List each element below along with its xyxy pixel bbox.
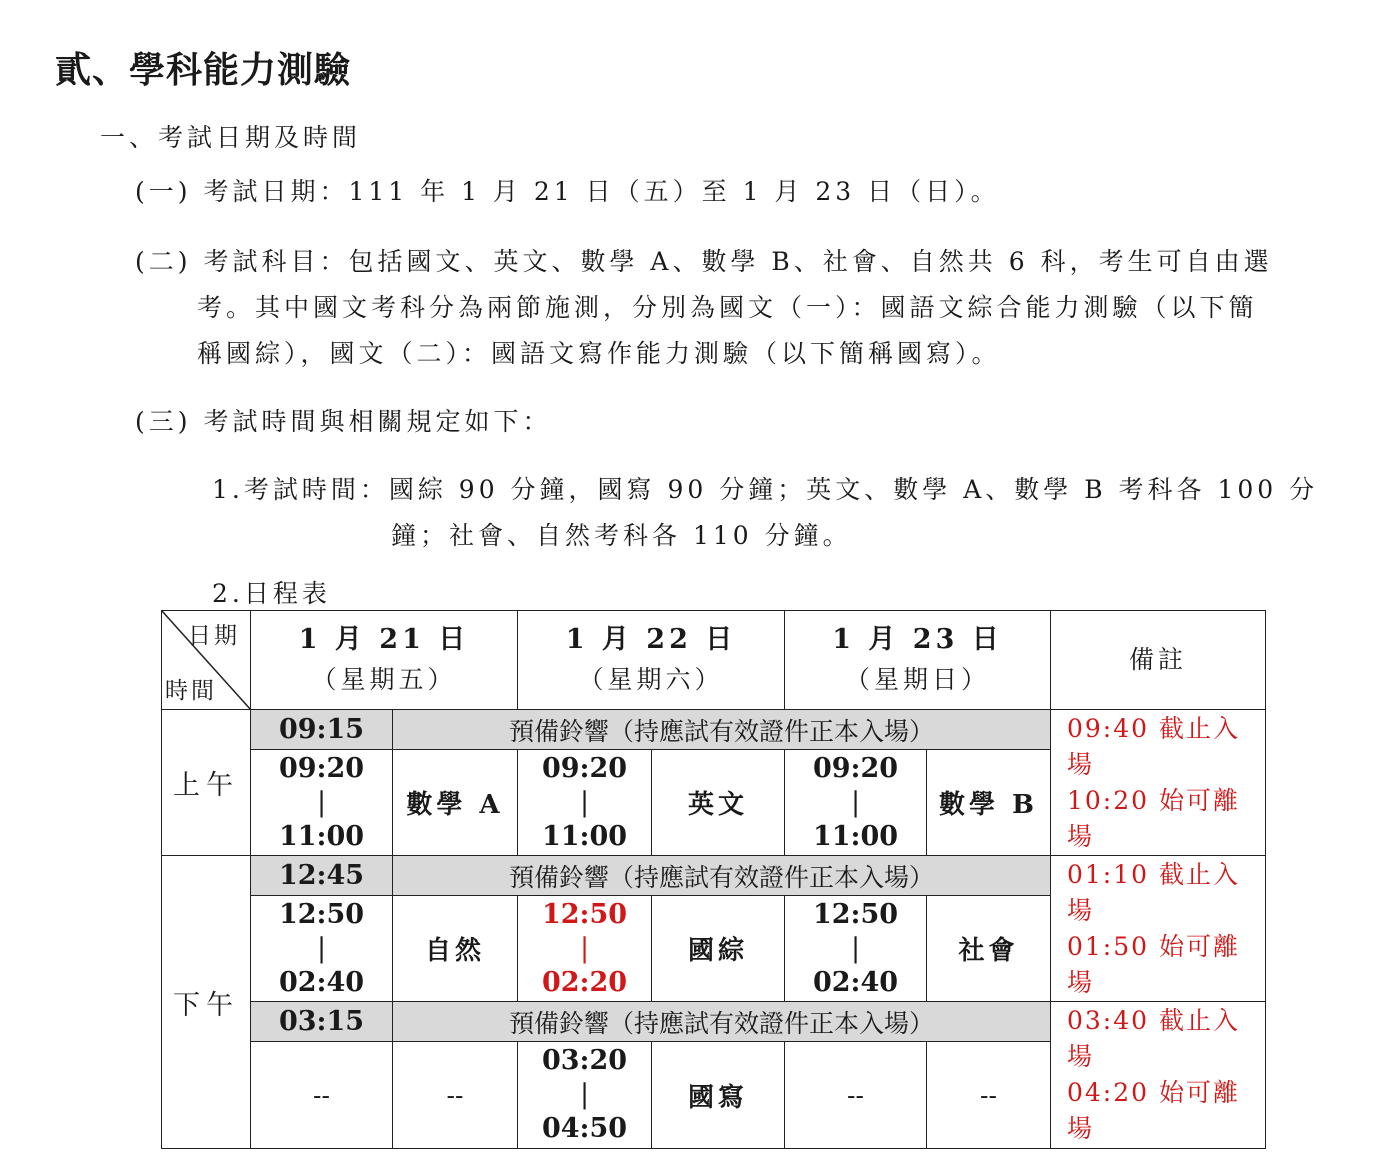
bell-time: 09:15 (251, 710, 393, 750)
corner-date-label: 日期 (188, 623, 240, 649)
note-cell (1051, 1002, 1266, 1149)
day-header-1 (251, 611, 518, 710)
session-subject: 國寫 (652, 1042, 785, 1149)
schedule-heading: 2.日程表 (212, 579, 331, 608)
bell-row-afternoon-2 (162, 1002, 1266, 1042)
session-subject: 英文 (652, 750, 785, 856)
session-time: 09:20 | 11:00 (785, 750, 927, 856)
exam-date-item: (一) 考試日期：111 年 1 月 21 日（五）至 1 月 23 日（日）。 (135, 177, 1000, 206)
bell-text: 預備鈴響（持應試有效證件正本入場） (393, 1002, 1051, 1042)
exam-subjects-line-2: 考。其中國文考科分為兩節施測，分別為國文（一）：國語文綜合能力測驗（以下簡 (197, 293, 1258, 322)
bell-time: 03:15 (251, 1002, 393, 1042)
note-cell (1051, 710, 1266, 856)
corner-time-label: 時間 (165, 678, 217, 704)
exam-rules-item: (三) 考試時間與相關規定如下： (135, 407, 552, 436)
page-title: 貳、學科能力測驗 (55, 50, 352, 91)
bell-row-afternoon-1 (162, 856, 1266, 896)
bell-row-morning (162, 710, 1266, 750)
session-time-empty: -- (785, 1042, 927, 1149)
day-header-2 (518, 611, 785, 710)
bell-time: 12:45 (251, 856, 393, 896)
session-subject: 國綜 (652, 896, 785, 1002)
note-line: 04:20 始可離場 (1067, 1078, 1240, 1143)
section-heading: 一、考試日期及時間 (100, 123, 362, 152)
day-weekday: （星期日） (844, 665, 990, 694)
exam-duration-line-1: 1.考試時間：國綜 90 分鐘，國寫 90 分鐘；英文、數學 A、數學 B 考科各 100 分 (212, 475, 1319, 504)
session-subject: 數學 A (393, 750, 518, 856)
day-date: 1 月 23 日 (832, 624, 1003, 655)
schedule-table (161, 610, 1266, 1149)
header-row (162, 611, 1266, 710)
note-cell (1051, 856, 1266, 1002)
note-line: 01:10 截止入場 (1067, 859, 1240, 925)
session-time: 12:50 | 02:40 (251, 896, 393, 1002)
session-time: 03:20 | 04:50 (518, 1042, 652, 1149)
session-time: 09:20 | 11:00 (251, 750, 393, 856)
note-line: 10:20 始可離場 (1067, 785, 1240, 851)
day-header-3 (785, 611, 1051, 710)
day-weekday: （星期六） (578, 665, 724, 694)
exam-subjects-line-1: (二) 考試科目：包括國文、英文、數學 A、數學 B、社會、自然共 6 科，考生可自由選 (135, 247, 1273, 276)
note-line: 03:40 截止入場 (1067, 1006, 1240, 1071)
day-date: 1 月 21 日 (298, 624, 470, 655)
notes-header: 備註 (1051, 611, 1266, 710)
session-subject: 數學 B (927, 750, 1051, 856)
day-weekday: （星期五） (311, 665, 457, 694)
session-subject-empty: -- (393, 1042, 518, 1149)
session-subject: 自然 (393, 896, 518, 1002)
note-line: 09:40 截止入場 (1067, 713, 1240, 779)
exam-subjects-line-3: 稱國綜），國文（二）：國語文寫作能力測驗（以下簡稱國寫）。 (197, 339, 1001, 368)
day-date: 1 月 22 日 (565, 624, 737, 655)
session-subject-empty: -- (927, 1042, 1051, 1149)
period-morning: 上午 (162, 710, 251, 856)
session-time-empty: -- (251, 1042, 393, 1149)
session-time-highlight: 12:50 | 02:20 (518, 896, 652, 1002)
session-time: 12:50 | 02:40 (785, 896, 927, 1002)
session-subject: 社會 (927, 896, 1051, 1002)
corner-cell (162, 611, 251, 710)
note-line: 01:50 始可離場 (1067, 931, 1240, 997)
period-afternoon: 下午 (162, 856, 251, 1149)
bell-text: 預備鈴響（持應試有效證件正本入場） (393, 856, 1051, 896)
bell-text: 預備鈴響（持應試有效證件正本入場） (393, 710, 1051, 750)
session-time: 09:20 | 11:00 (518, 750, 652, 856)
exam-duration-line-2: 鐘；社會、自然考科各 110 分鐘。 (391, 521, 852, 550)
